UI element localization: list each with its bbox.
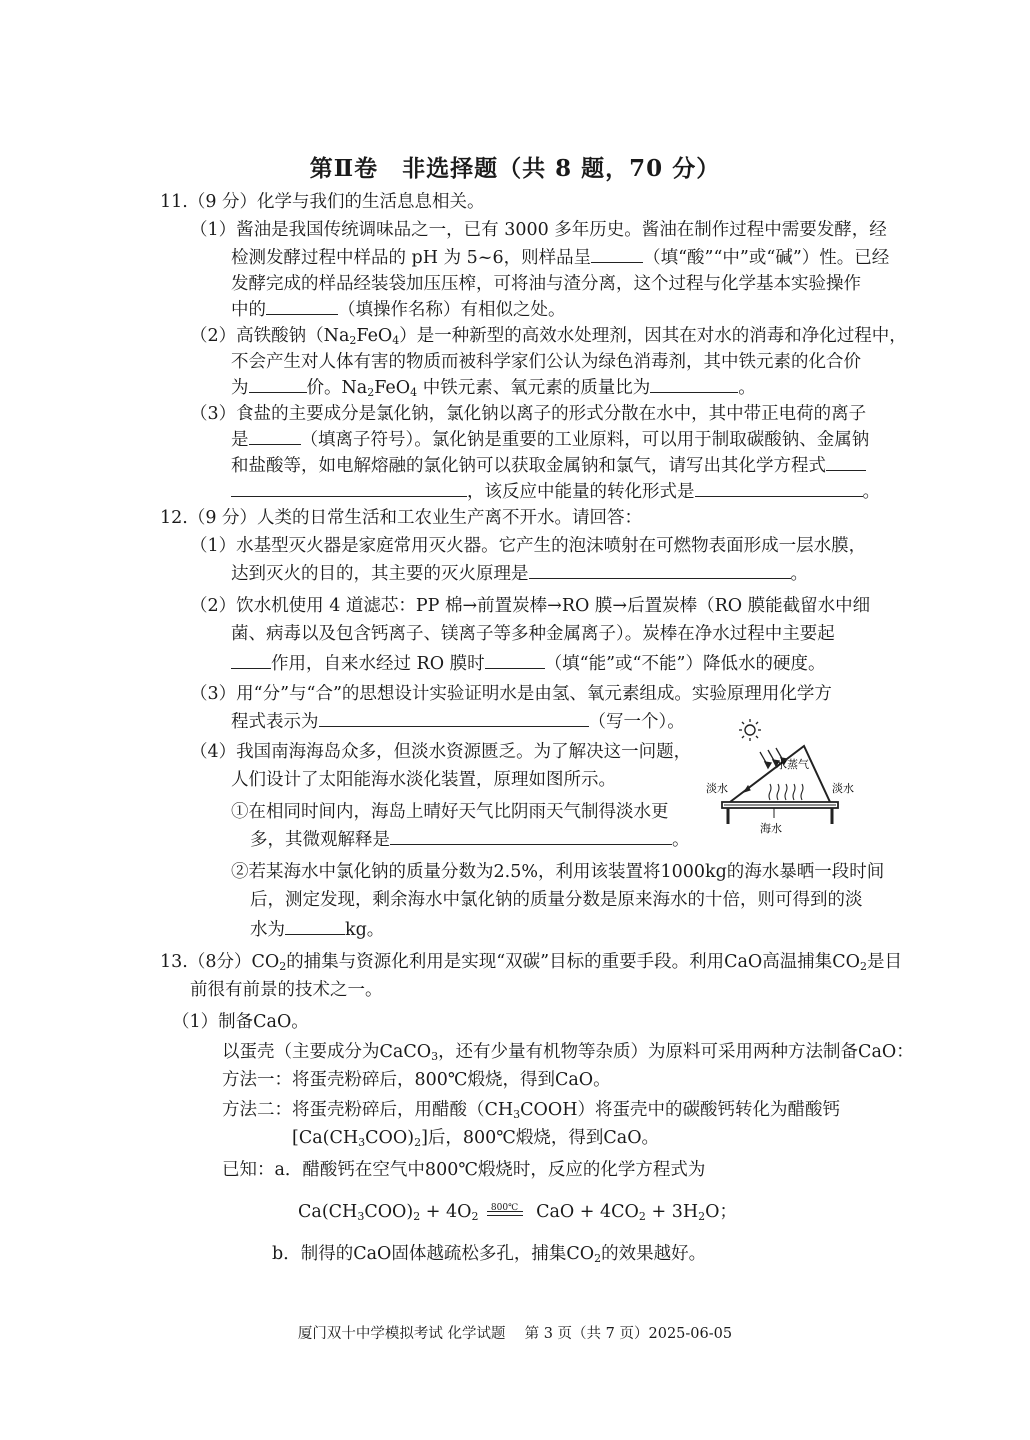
q11-p1-line3: 发酵完成的样品经装袋加压压榨，可将油与渣分离，这个过程与化学基本实验操作 — [231, 274, 861, 294]
label-sea: 海水 — [760, 823, 782, 835]
q11-p2-line2: 不会产生对人体有害的物质而被科学家们公认为绿色消毒剂，其中铁元素的化合价 — [231, 352, 861, 372]
q11-p1-line4: 中的 （填操作名称）有相似之处。 — [231, 300, 566, 320]
answer-blank-hardness[interactable] — [485, 652, 545, 669]
answer-blank-equation-start[interactable] — [826, 454, 866, 471]
reaction-condition: 800℃ — [483, 1202, 527, 1224]
q11-p2-line1: （2）高铁酸钠$(Na_2FeO_4)$是一种新型的高效水处理剂，因其在对水的消毒和净化过程中， — [190, 326, 907, 347]
q12-p4-line6: 后，测定发现，剩余海水中氯化钠的质量分数是原来海水的十倍，则可得到的淡 — [250, 890, 863, 910]
q11-p3-line2: 是 （填离子符号）。氯化钠是重要的工业原料，可以用于制取碳酸钠、金属钠 — [231, 430, 870, 450]
answer-blank-equation[interactable] — [231, 480, 467, 497]
label-fresh-right: 淡水 — [832, 783, 854, 795]
q13-method1: 方法一：将蛋壳粉碎后，800℃煅烧，得到CaO。 — [222, 1070, 611, 1090]
q12-p2-line1: （2）饮水机使用 4 道滤芯：PP 棉→前置炭棒→RO 膜→后置炭棒（RO 膜能截留水中细 — [190, 596, 871, 616]
q11-p1-line1: （1）酱油是我国传统调味品之一，已有 3000 多年历史。酱油在制作过程中需要发酵，经 — [190, 220, 887, 240]
answer-blank-acidity[interactable] — [591, 246, 643, 263]
q11-heading: 11.（9 分）化学与我们的生活息息相关。 — [160, 192, 485, 212]
q12-p2-line3: 作用，自来水经过 RO 膜时 （填“能”或“不能”）降低水的硬度。 — [231, 652, 825, 676]
q11-p1-line2: 检测发酵过程中样品的 pH 为 5~6，则样品呈 （填“酸”“中”或“碱”）性。已经 — [231, 248, 890, 268]
q13-method2-line2: $[Ca(CH_3COO)_2]$后，800℃煅烧，得到CaO。 — [292, 1128, 660, 1149]
label-vapor: 水蒸气 — [776, 759, 809, 771]
page-footer: 厦门双十中学模拟考试 化学试题 第 3 页（共 7 页）2025-06-05 — [297, 1326, 733, 1342]
answer-blank-mass-ratio[interactable] — [650, 376, 738, 393]
q12-p1-line1: （1）水基型灭火器是家庭常用灭火器。它产生的泡沫喷射在可燃物表面形成一层水膜， — [190, 536, 867, 556]
vapor-arrows-icon — [744, 778, 803, 800]
desalination-diagram — [702, 716, 874, 836]
q13-equation: $Ca(CH_3COO)_2 + 4O_2$ 800℃ CaO + $4CO_2 + 3H_2O$； — [298, 1202, 737, 1223]
q13-heading-line2: 前很有前景的技术之一。 — [190, 980, 383, 1000]
basin — [722, 802, 838, 824]
sun-icon — [739, 719, 761, 741]
q12-heading: 12.（9 分）人类的日常生活和工农业生产离不开水。请回答： — [160, 508, 643, 528]
answer-blank-valence[interactable] — [249, 376, 307, 393]
q11-p3-line4: ，该反应中能量的转化形式是 。 — [231, 480, 880, 504]
section-title: 第Ⅱ卷 非选择题（共 8 题，70 分） — [309, 155, 721, 182]
q13-known-b: b．制得的CaO固体越疏松多孔，捕集$CO_2$的效果越好。 — [272, 1244, 707, 1265]
answer-blank-energy[interactable] — [695, 480, 863, 497]
answer-blank-freshwater-mass[interactable] — [285, 918, 345, 935]
q11-p3-line3: 和盐酸等，如电解熔融的氯化钠可以获取金属钠和氯气，请写出其化学方程式 — [231, 454, 866, 478]
answer-blank-ion[interactable] — [249, 428, 301, 445]
q12-p2-line2: 菌、病毒以及包含钙离子、镁离子等多种金属离子）。炭棒在净水过程中主要起 — [231, 624, 835, 644]
q12-p4-line1: （4）我国南海海岛众多，但淡水资源匮乏。为了解决这一问题， — [190, 742, 692, 762]
q11-p2-line3: 为 价。$Na_2FeO_4$ 中铁元素、氧元素的质量比为 。 — [231, 378, 756, 399]
q12-p3-line2: 程式表示为 （写一个）。 — [231, 712, 685, 732]
q13-known-a: 已知：a．醋酸钙在空气中800℃煅烧时，反应的化学方程式为 — [222, 1160, 706, 1180]
q12-p4-line5: ②若某海水中氯化钠的质量分数为2.5%，利用该装置将1000kg的海水暴晒一段时间 — [231, 862, 885, 882]
answer-blank-operation[interactable] — [266, 298, 338, 315]
q12-p1-line2: 达到灭火的目的，其主要的灭火原理是 。 — [231, 564, 808, 584]
q13-method2-line1: 方法二：将蛋壳粉碎后，用醋酸$(CH_3COOH)$将蛋壳中的碳酸钙转化为醋酸钙 — [222, 1100, 841, 1121]
answer-blank-micro[interactable] — [390, 828, 672, 845]
q13-heading-line1: 13.（8分）$CO_2$的捕集与资源化利用是实现“双碳”目标的重要手段。利用CaO高温捕集$CO_2$是目 — [160, 952, 903, 973]
q13-p1-line2: 以蛋壳（主要成分为CaCO$_3$，还有少量有机物等杂质）为原料可采用两种方法制备CaO： — [222, 1042, 914, 1063]
answer-blank-water-equation[interactable] — [319, 710, 589, 727]
q11-p3-line1: （3）食盐的主要成分是氯化钠，氯化钠以离子的形式分散在水中，其中带正电荷的离子 — [190, 404, 867, 424]
q12-p4-line2: 人们设计了太阳能海水淡化装置，原理如图所示。 — [231, 770, 616, 790]
q12-p4-line4: 多，其微观解释是 。 — [250, 830, 690, 850]
q12-p3-line1: （3）用“分”与“合”的思想设计实验证明水是由氢、氧元素组成。实验原理用化学方 — [190, 684, 832, 704]
answer-blank-principle[interactable] — [529, 562, 791, 579]
label-fresh-left: 淡水 — [706, 783, 728, 795]
q13-p1-heading: （1）制备CaO。 — [172, 1012, 309, 1032]
q12-p4-line7: 水为 kg。 — [250, 920, 385, 940]
answer-blank-function[interactable] — [231, 652, 271, 669]
q12-p4-line3: ①在相同时间内，海岛上晴好天气比阴雨天气制得淡水更 — [231, 802, 669, 822]
